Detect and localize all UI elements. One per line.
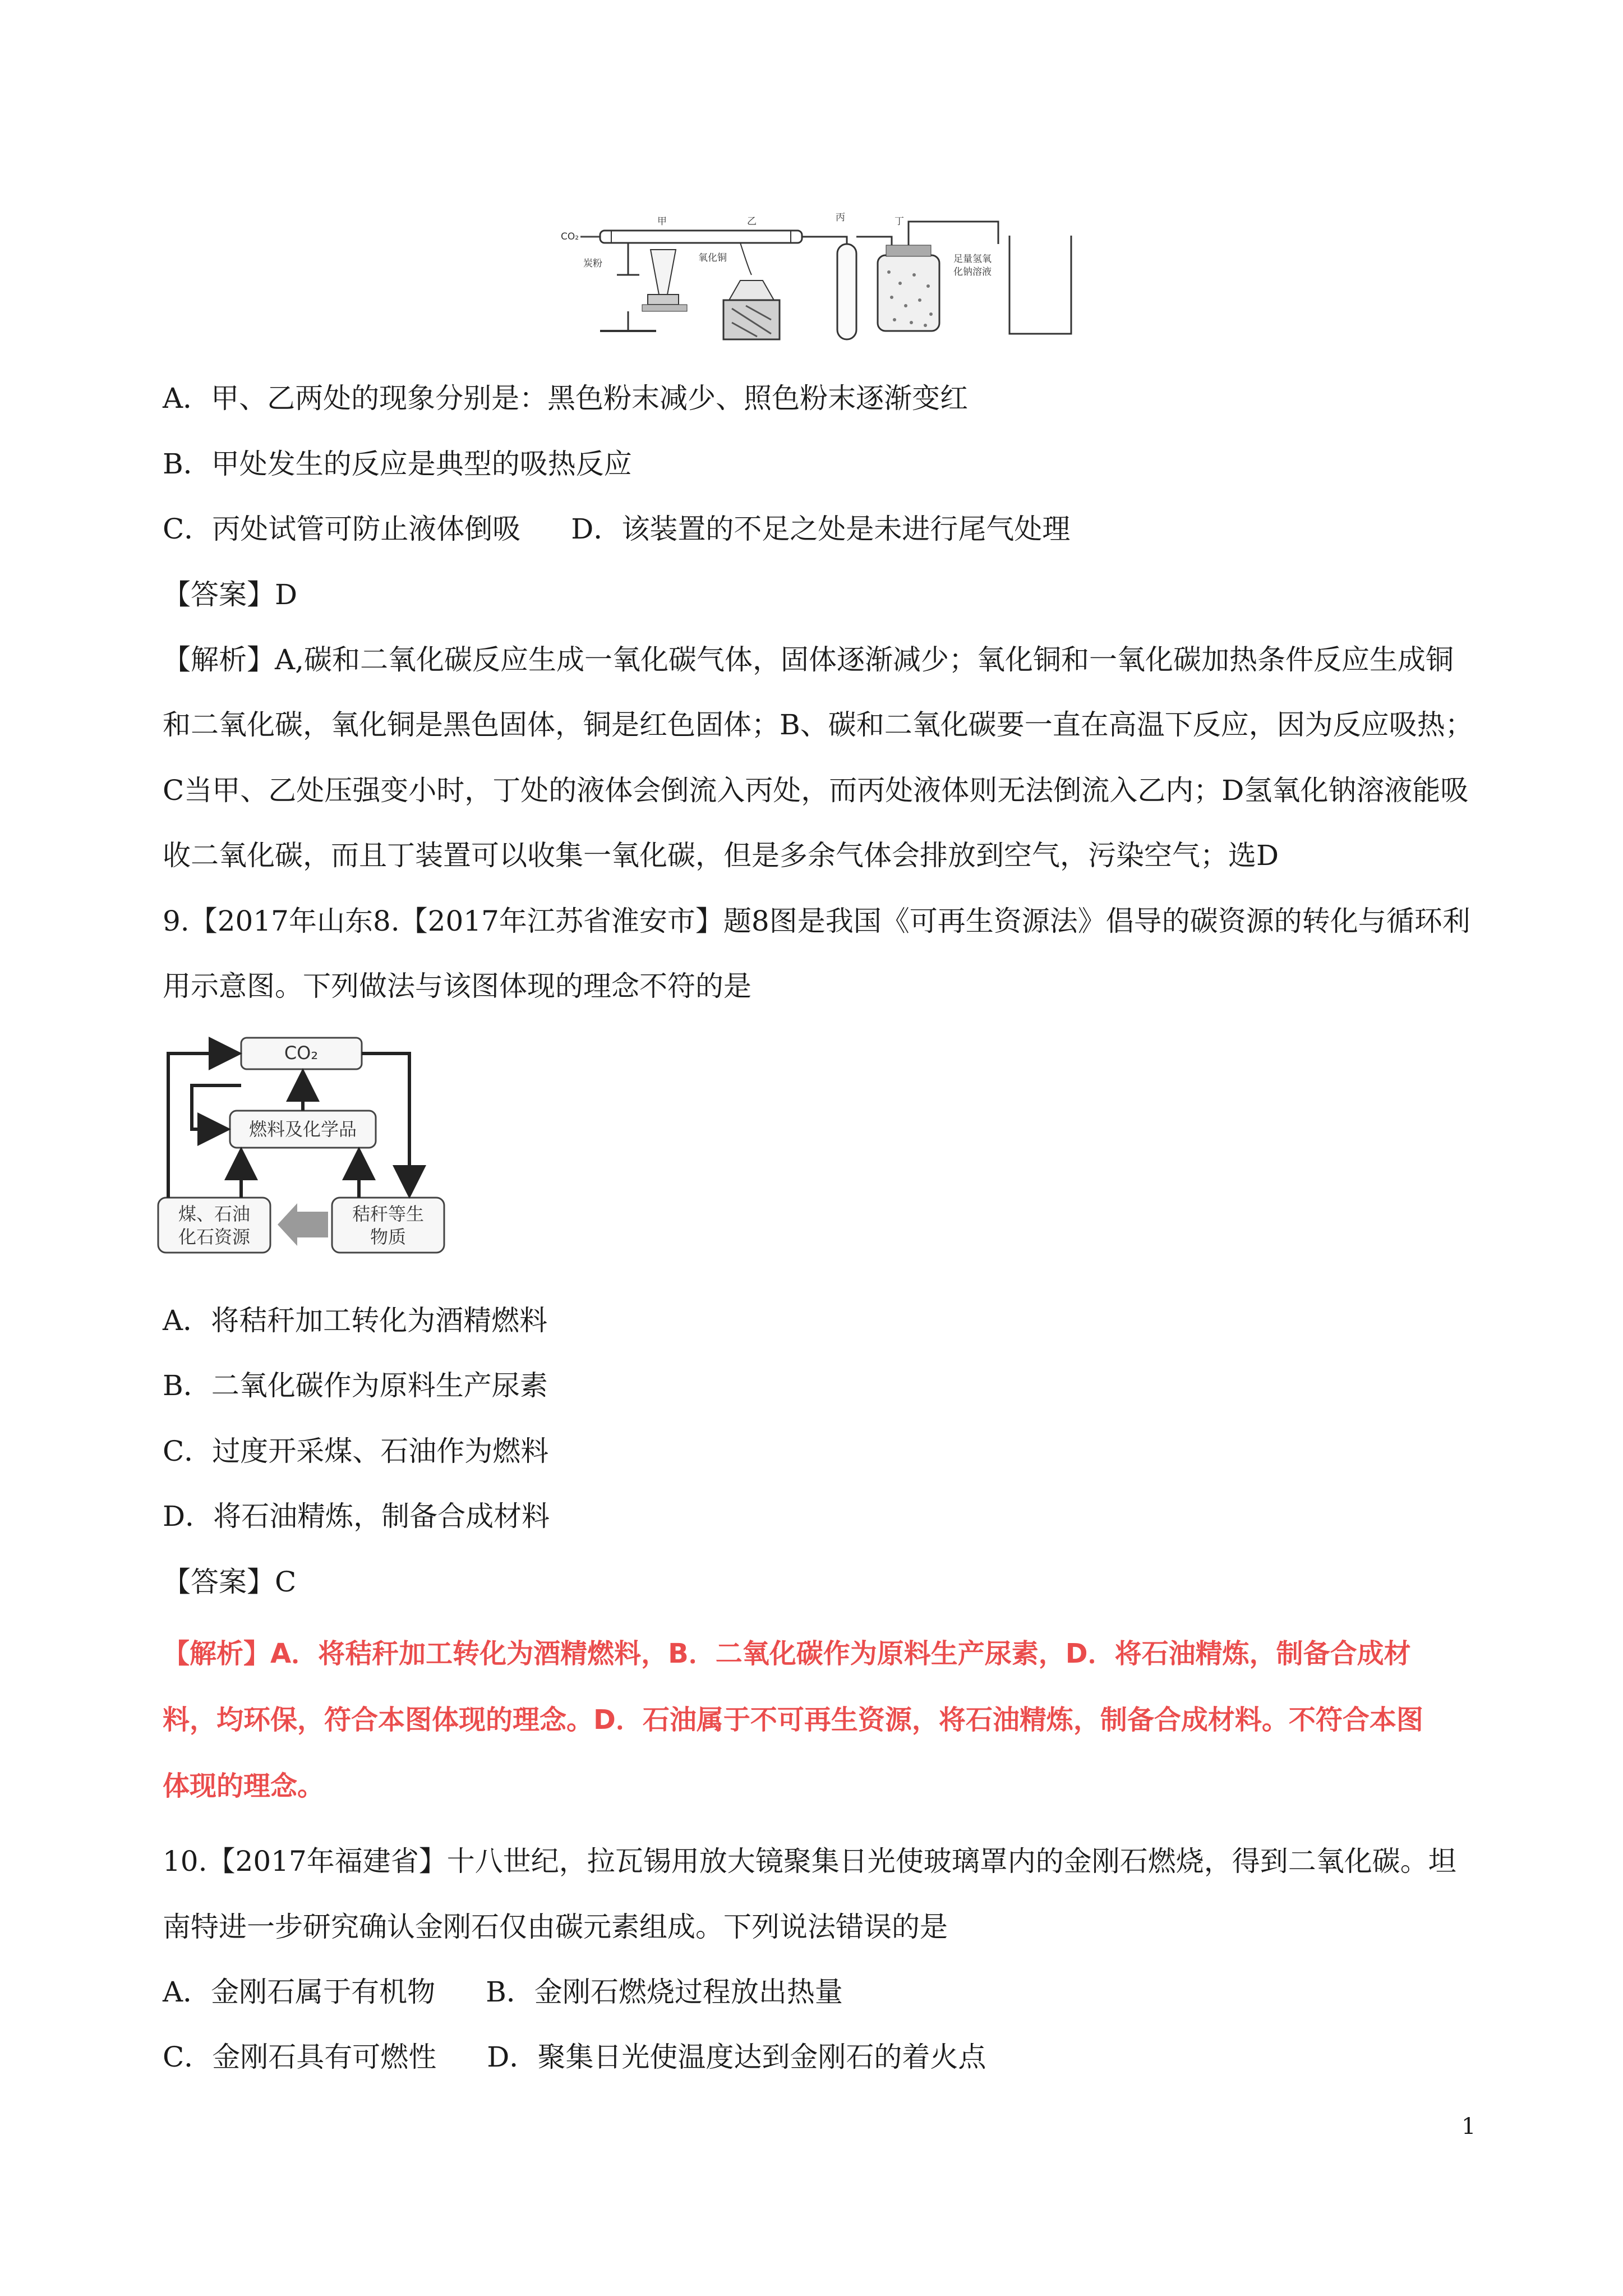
co2-box-label: CO₂ [284, 1042, 319, 1064]
q10-option-d: D．聚集日光使温度达到金刚石的着火点 [487, 2041, 986, 2073]
q9-option-a: A．将秸秆加工转化为酒精燃料 [163, 1304, 548, 1337]
fossil-label-1: 煤、石油 [178, 1203, 251, 1225]
biomass-label-1: 秸秆等生 [352, 1203, 425, 1225]
naoh-label-1: 足量氢氧 [953, 254, 992, 265]
q9-option-b: B．二氧化碳作为原料生产尿素 [163, 1369, 548, 1402]
q10-option-c: C．金刚石具有可燃性 [163, 2041, 437, 2073]
copper-oxide-label: 氧化铜 [698, 252, 727, 264]
q9-analysis-line-1: 【解析】A．将秸秆加工转化为酒精燃料，B．二氧化碳作为原料生产尿素，D．将石油精炼，制备合成材 [163, 1638, 1411, 1669]
q10-option-a: A．金刚石属于有机物 [163, 1976, 436, 2008]
biomass-label-2: 物质 [370, 1226, 407, 1248]
yi-label: 乙 [747, 216, 757, 227]
apparatus-figure [555, 210, 1080, 353]
fuel-box-label: 燃料及化学品 [248, 1119, 357, 1140]
q9-stem-line-2: 用示意图。下列做法与该图体现的理念不符的是 [163, 970, 751, 1002]
q8-analysis-line-2: 和二氧化碳，氧化铜是黑色固体，铜是红色固体；B、碳和二氧化碳要一直在高温下反应，因为反应吸热； [163, 708, 1473, 741]
q9-answer: 【答案】C [163, 1566, 297, 1598]
q10-option-b: B．金刚石燃烧过程放出热量 [486, 1976, 843, 2008]
carbon-powder-label: 炭粉 [583, 258, 602, 269]
bing-label: 丙 [836, 212, 845, 223]
jia-label: 甲 [657, 216, 667, 227]
q9-analysis-line-3: 体现的理念。 [163, 1770, 325, 1802]
q8-analysis-line-4: 收二氧化碳，而且丁装置可以收集一氧化碳，但是多余气体会排放到空气，污染空气；选D [163, 839, 1279, 872]
q9-option-c: C．过度开采煤、石油作为燃料 [163, 1435, 549, 1467]
fossil-label-2: 化石资源 [178, 1226, 251, 1248]
naoh-label-2: 化钠溶液 [953, 266, 992, 278]
q8-analysis-line-3: C当甲、乙处压强变小时，丁处的液体会倒流入丙处，而丙处液体则无法倒流入乙内；D氢氧化钠溶液能吸 [163, 774, 1469, 807]
page-number: 1 [1461, 2114, 1476, 2139]
q8-option-c: C．丙处试管可防止液体倒吸 [163, 513, 521, 545]
q9-stem-line-1: 9.【2017年山东8.【2017年江苏省淮安市】题8图是我国《可再生资源法》倡导的碳资源的转化与循环利 [163, 905, 1470, 937]
q8-answer: 【答案】D [163, 578, 298, 611]
q8-option-a: A．甲、乙两处的现象分别是：黑色粉末减少、照色粉末逐渐变红 [163, 382, 969, 415]
q10-options-ab [163, 1975, 843, 2009]
q8-analysis-line-1: 【解析】A,碳和二氧化碳反应生成一氧化碳气体，固体逐渐减少；氧化铜和一氧化碳加热条件反应生成铜 [163, 643, 1454, 676]
q9-option-d: D．将石油精炼，制备合成材料 [163, 1500, 550, 1533]
q8-option-d: D．该装置的不足之处是未进行尾气处理 [571, 513, 1071, 545]
co2-inlet-label: CO₂ [561, 231, 579, 242]
q10-stem-line-2: 南特进一步研究确认金刚石仅由碳元素组成。下列说法错误的是 [163, 1911, 948, 1943]
q10-options-cd [163, 2040, 986, 2074]
q9-analysis-line-2: 料，均环保，符合本图体现的理念。D．石油属于不可再生资源，将石油精炼，制备合成材料。不符合本图 [163, 1704, 1423, 1736]
q10-stem-line-1: 10.【2017年福建省】十八世纪，拉瓦锡用放大镜聚集日光使玻璃罩内的金刚石燃烧，得到二氧化碳。坦 [163, 1845, 1456, 1878]
ding-label: 丁 [895, 216, 904, 227]
q8-option-b: B．甲处发生的反应是典型的吸热反应 [163, 448, 632, 480]
q8-options-cd [163, 512, 1070, 546]
carbon-cycle-diagram [151, 1027, 454, 1262]
